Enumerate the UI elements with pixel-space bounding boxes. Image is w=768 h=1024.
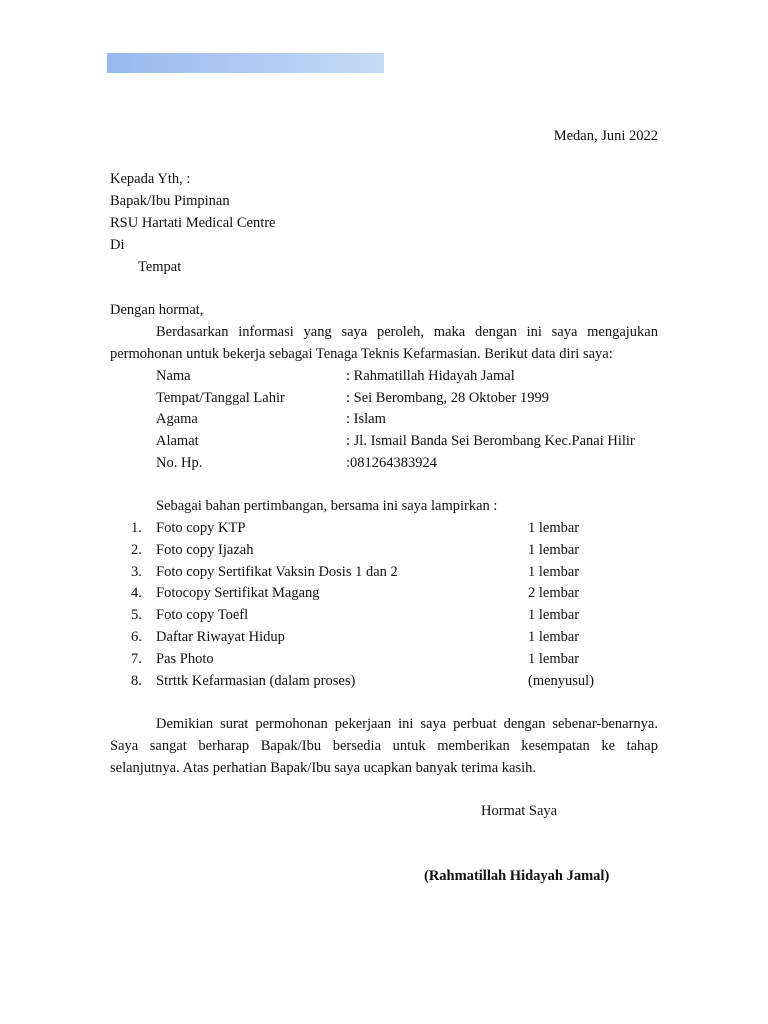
closing-paragraph bbox=[110, 713, 658, 779]
personal-data-row bbox=[0, 387, 768, 409]
salutation: Dengan hormat, bbox=[110, 302, 204, 318]
signature-name: (Rahmatillah Hidayah Jamal) bbox=[424, 868, 610, 884]
attachment-quantity: 1 lembar bbox=[528, 564, 580, 580]
closing-paragraph-text: Demikian surat permohonan pekerjaan ini saya perbuat dengan sebenar-benarnya. Saya sangat berharap Bapak/Ibu bersedia untuk memberikan kesempatan ke tahap selanjutnya. Atas perhatian Bapak/Ibu saya ucapkan banyak terima kasih. bbox=[110, 716, 658, 776]
attachment-quantity: 1 lembar bbox=[528, 651, 580, 667]
personal-data-value: : Jl. Ismail Banda Sei Berombang Kec.Panai Hilir bbox=[346, 433, 635, 449]
attachment-name: Fotocopy Sertifikat Magang bbox=[156, 585, 320, 601]
header-bar bbox=[107, 53, 384, 73]
personal-data-row bbox=[0, 430, 768, 452]
attachment-item bbox=[0, 582, 768, 604]
attachment-name: Foto copy Ijazah bbox=[156, 542, 254, 558]
attachment-number: 8. bbox=[131, 673, 142, 689]
attachment-number: 1. bbox=[131, 520, 142, 536]
attachment-name: Daftar Riwayat Hidup bbox=[156, 629, 285, 645]
personal-data-row bbox=[0, 452, 768, 474]
attachment-number: 4. bbox=[131, 585, 142, 601]
attachment-number: 5. bbox=[131, 607, 142, 623]
attachment-item bbox=[0, 626, 768, 648]
place-date: Medan, Juni 2022 bbox=[553, 128, 658, 144]
closing-greeting: Hormat Saya bbox=[481, 803, 558, 819]
attachment-quantity: (menyusul) bbox=[528, 673, 595, 689]
attachment-name: Pas Photo bbox=[156, 651, 214, 667]
attachment-name: Foto copy KTP bbox=[156, 520, 246, 536]
attachment-name: Strttk Kefarmasian (dalam proses) bbox=[156, 673, 356, 689]
attachment-number: 6. bbox=[131, 629, 142, 645]
attachment-name: Foto copy Sertifikat Vaksin Dosis 1 dan 2 bbox=[156, 564, 398, 580]
opening-paragraph-text: Berdasarkan informasi yang saya peroleh, maka dengan ini saya mengajukan permohonan untuk bekerja sebagai Tenaga Teknis Kefarmasian. Berikut data diri saya: bbox=[110, 324, 658, 362]
recipient-line: Kepada Yth, : bbox=[110, 171, 191, 187]
personal-data-label: Alamat bbox=[156, 433, 199, 449]
attachment-number: 2. bbox=[131, 542, 142, 558]
attachment-quantity: 1 lembar bbox=[528, 629, 580, 645]
recipient-line: RSU Hartati Medical Centre bbox=[110, 215, 276, 231]
attachment-quantity: 2 lembar bbox=[528, 585, 580, 601]
recipient-line: Bapak/Ibu Pimpinan bbox=[110, 193, 230, 209]
attachment-number: 3. bbox=[131, 564, 142, 580]
personal-data-label: No. Hp. bbox=[156, 455, 203, 471]
attachment-item bbox=[0, 604, 768, 626]
attachment-item bbox=[0, 539, 768, 561]
personal-data-value: :081264383924 bbox=[346, 455, 438, 471]
personal-data-label: Tempat/Tanggal Lahir bbox=[156, 390, 285, 406]
attachment-item bbox=[0, 517, 768, 539]
personal-data-label: Nama bbox=[156, 368, 191, 384]
personal-data-row bbox=[0, 365, 768, 387]
personal-data-value: : Islam bbox=[346, 411, 386, 427]
recipient-line: Di bbox=[110, 237, 125, 253]
personal-data-row bbox=[0, 408, 768, 430]
opening-paragraph bbox=[110, 321, 658, 365]
attachment-number: 7. bbox=[131, 651, 142, 667]
personal-data-label: Agama bbox=[156, 411, 198, 427]
attachment-quantity: 1 lembar bbox=[528, 520, 580, 536]
attachment-quantity: 1 lembar bbox=[528, 607, 580, 623]
attachment-item bbox=[0, 648, 768, 670]
personal-data-value: : Sei Berombang, 28 Oktober 1999 bbox=[346, 390, 549, 406]
attachment-item bbox=[0, 670, 768, 692]
attachment-quantity: 1 lembar bbox=[528, 542, 580, 558]
attachments-intro: Sebagai bahan pertimbangan, bersama ini saya lampirkan : bbox=[156, 498, 498, 514]
personal-data-value: : Rahmatillah Hidayah Jamal bbox=[346, 368, 515, 384]
attachment-name: Foto copy Toefl bbox=[156, 607, 249, 623]
recipient-line: Tempat bbox=[138, 259, 182, 275]
attachment-item bbox=[0, 561, 768, 583]
